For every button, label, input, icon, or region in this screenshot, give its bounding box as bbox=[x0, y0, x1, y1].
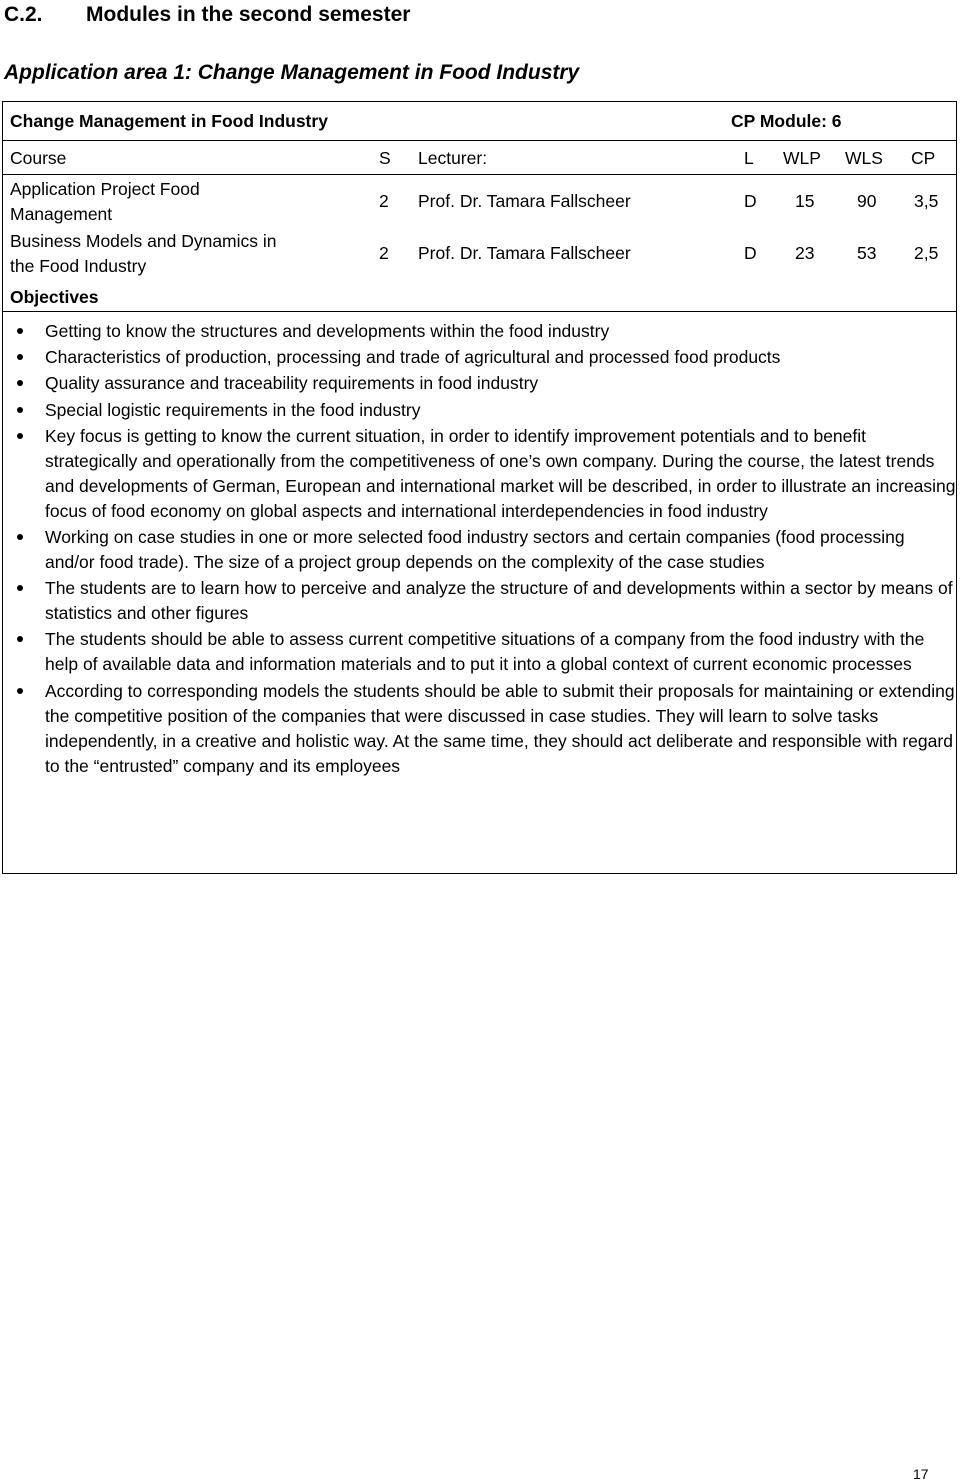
module-cp: CP Module: 6 bbox=[731, 111, 842, 131]
objectives-label: Objectives bbox=[10, 287, 99, 307]
divider bbox=[3, 174, 956, 175]
course-wls: 90 bbox=[857, 191, 877, 211]
module-table bbox=[2, 101, 957, 874]
list-item bbox=[3, 679, 956, 779]
objective-text: According to corresponding models the students should be able to submit their proposals for maintaining or extending the competitive position of the companies that were discussed in case studies. They will learn to solve tasks independently, in a creative and holistic way. At the same time, they should act deliberate and responsible with regard to the “entrusted” company and its employees bbox=[45, 680, 955, 776]
list-item bbox=[3, 525, 956, 575]
objective-text: Key focus is getting to know the current situation, in order to identify improvement potentials and to benefit strategically and operationally from the competitiveness of one’s own company. During the course, the latest trends and developments of German, European and international market will be described, in order to illustrate an increasing focus of food economy on global aspects and international interdependencies in food industry bbox=[45, 425, 956, 521]
course-wls: 53 bbox=[857, 243, 877, 263]
section-number: C.2. bbox=[4, 3, 43, 26]
bullet-icon bbox=[17, 407, 23, 413]
section-heading bbox=[4, 0, 410, 30]
course-lecturer: Prof. Dr. Tamara Fallscheer bbox=[418, 191, 631, 211]
bullet-icon bbox=[17, 354, 23, 360]
list-item bbox=[3, 576, 956, 626]
page-number: 17 bbox=[913, 1466, 929, 1482]
objectives-list bbox=[3, 319, 956, 780]
header-cp: CP bbox=[911, 148, 936, 168]
list-item bbox=[3, 627, 956, 677]
divider bbox=[3, 140, 956, 141]
objective-text: Working on case studies in one or more selected food industry sectors and certain companies (food processing and/or food trade). The size of a project group depends on the complexity of the case studies bbox=[45, 526, 905, 572]
header-s: S bbox=[379, 148, 391, 168]
objective-text: Getting to know the structures and developments within the food industry bbox=[45, 321, 610, 341]
application-area-heading: Application area 1: Change Management in Food Industry bbox=[4, 61, 580, 84]
course-l: D bbox=[744, 243, 757, 263]
list-item bbox=[3, 371, 956, 396]
divider bbox=[3, 311, 956, 312]
objective-text: The students should be able to assess current competitive situations of a company from the food industry with the help of available data and information materials and to put it into a global context of current economic processes bbox=[45, 629, 925, 675]
bullet-icon bbox=[17, 585, 23, 591]
objective-text: Quality assurance and traceability requirements in food industry bbox=[45, 373, 539, 394]
section-title: Modules in the second semester bbox=[86, 3, 411, 26]
objective-text: Characteristics of production, processing and trade of agricultural and processed food products bbox=[45, 347, 781, 368]
header-wls: WLS bbox=[845, 148, 883, 168]
objective-text: The students are to learn how to perceive and analyze the structure of and developments within a sector by means of statistics and other figures bbox=[45, 578, 953, 624]
course-name-line: Business Models and Dynamics in bbox=[10, 231, 277, 251]
list-item bbox=[3, 398, 956, 423]
course-name-line: Application Project Food bbox=[10, 179, 200, 199]
course-name-line: Management bbox=[10, 204, 113, 224]
bullet-icon bbox=[17, 328, 23, 334]
course-s: 2 bbox=[379, 191, 389, 211]
header-wlp: WLP bbox=[783, 148, 821, 168]
course-s: 2 bbox=[379, 243, 389, 263]
course-wlp: 15 bbox=[795, 191, 815, 211]
header-lecturer: Lecturer: bbox=[418, 148, 488, 168]
course-wlp: 23 bbox=[795, 243, 815, 263]
bullet-icon bbox=[17, 433, 23, 439]
list-item bbox=[3, 345, 956, 370]
list-item bbox=[3, 319, 956, 344]
bullet-icon bbox=[17, 688, 23, 694]
list-item bbox=[3, 424, 956, 524]
header-l: L bbox=[744, 148, 754, 168]
header-course: Course bbox=[10, 148, 67, 168]
bullet-icon bbox=[17, 380, 23, 386]
course-cp: 3,5 bbox=[914, 191, 939, 211]
course-lecturer: Prof. Dr. Tamara Fallscheer bbox=[418, 243, 631, 263]
bullet-icon bbox=[17, 534, 23, 540]
module-name: Change Management in Food Industry bbox=[10, 111, 328, 131]
bullet-icon bbox=[17, 636, 23, 642]
course-cp: 2,5 bbox=[914, 243, 939, 263]
objective-text: Special logistic requirements in the food industry bbox=[45, 399, 421, 420]
course-l: D bbox=[744, 191, 757, 211]
course-name-line: the Food Industry bbox=[10, 256, 147, 276]
